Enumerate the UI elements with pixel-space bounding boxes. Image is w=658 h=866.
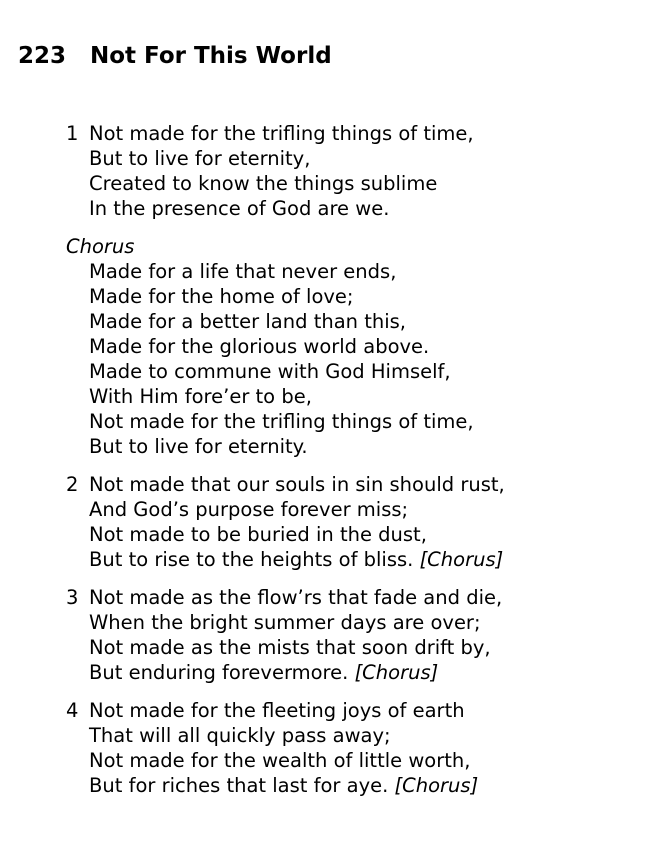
chorus-line: Made for the glorious world above. — [89, 335, 430, 358]
hymn-number: 223 — [18, 43, 67, 69]
verse-1 — [66, 121, 646, 221]
chorus-reference: [Chorus] — [419, 548, 504, 571]
verse-line: That will all quickly pass away; — [89, 724, 391, 747]
verse-3 — [66, 585, 646, 685]
verse-lines — [89, 121, 646, 221]
verse-line: Not made that our souls in sin should rust, — [89, 473, 505, 496]
chorus-line: Made for the home of love; — [89, 285, 354, 308]
verse-4 — [66, 698, 646, 798]
verse-number: 2 — [66, 473, 79, 496]
verse-number: 3 — [66, 586, 79, 609]
hymn-body — [66, 121, 646, 811]
chorus-line: Not made for the trifling things of time, — [89, 410, 474, 433]
verse-line — [89, 660, 646, 685]
verse-line: Not made for the fleeting joys of earth — [89, 699, 465, 722]
hymn-title-text: Not For This World — [90, 43, 332, 69]
verse-line: When the bright summer days are over; — [89, 611, 481, 634]
verse-line: In the presence of God are we. — [89, 197, 390, 220]
verse-lines — [89, 698, 646, 798]
chorus-reference: [Chorus] — [394, 774, 479, 797]
chorus-line: With Him fore’er to be, — [89, 385, 312, 408]
verse-line: Not made as the mists that soon drift by, — [89, 636, 491, 659]
chorus-line: Made for a better land than this, — [89, 310, 406, 333]
chorus-line: Made to commune with God Himself, — [89, 360, 451, 383]
chorus-reference: [Chorus] — [354, 661, 439, 684]
verse-2 — [66, 472, 646, 572]
verse-number: 4 — [66, 699, 79, 722]
hymn-title — [18, 41, 332, 71]
verse-line-text: But to rise to the heights of bliss. — [89, 548, 414, 571]
verse-line: But to live for eternity, — [89, 147, 311, 170]
verse-line: Not made for the trifling things of time, — [89, 122, 474, 145]
chorus-label: Chorus — [66, 235, 135, 258]
verse-line — [89, 773, 646, 798]
chorus — [66, 234, 646, 459]
verse-line: Created to know the things sublime — [89, 172, 438, 195]
chorus-line: But to live for eternity. — [89, 435, 308, 458]
verse-line: And God’s purpose forever miss; — [89, 498, 409, 521]
verse-line — [89, 547, 646, 572]
verse-lines — [89, 585, 646, 685]
verse-line: Not made for the wealth of little worth, — [89, 749, 471, 772]
chorus-line: Made for a life that never ends, — [89, 260, 397, 283]
verse-line-text: But enduring forevermore. — [89, 661, 349, 684]
verse-number: 1 — [66, 122, 79, 145]
verse-line-text: But for riches that last for aye. — [89, 774, 389, 797]
verse-line: Not made to be buried in the dust, — [89, 523, 427, 546]
verse-lines — [89, 472, 646, 572]
verse-line: Not made as the flow’rs that fade and die, — [89, 586, 503, 609]
chorus-lines — [89, 259, 646, 459]
